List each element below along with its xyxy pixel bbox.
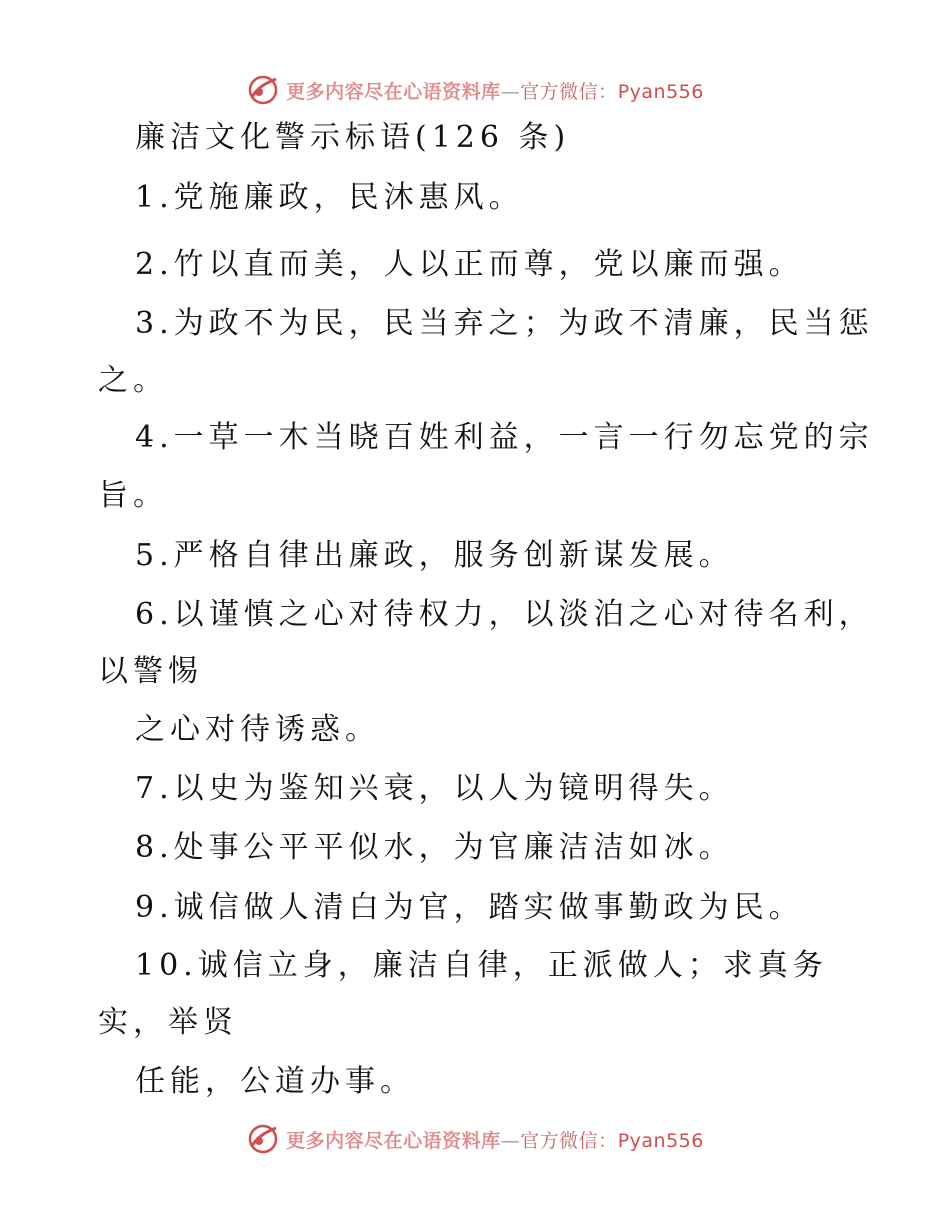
watermark-main: 更多内容尽在心语资料库	[286, 1129, 501, 1152]
watermark-wechat-label: 官方微信：	[520, 80, 618, 103]
slogan-line: 8.处事公平平似水，为官廉洁洁如冰。	[135, 830, 734, 865]
slogan-line: 4.一草一木当晓百姓利益，一言一行勿忘党的宗	[135, 420, 874, 455]
slogan-line: 2.竹以直而美，人以正而尊，党以廉而强。	[135, 247, 804, 282]
slogan-line: 1.党施廉政，民沐惠风。	[135, 180, 524, 215]
footer-watermark-banner	[0, 1119, 950, 1159]
slogan-line: 6.以谨慎之心对待权力，以淡泊之心对待名利，	[135, 597, 874, 632]
slogan-line: 7.以史为鉴知兴衰，以人为镜明得失。	[135, 771, 734, 806]
sheet-logo-icon	[246, 73, 280, 107]
watermark-separator: —	[500, 1129, 521, 1152]
slogan-line: 3.为政不为民，民当弃之；为政不清廉，民当惩	[135, 306, 874, 341]
document-title: 廉洁文化警示标语(126 条)	[135, 120, 571, 155]
slogan-line: 以警惕	[98, 654, 203, 689]
slogan-line: 旨。	[98, 478, 168, 513]
watermark-separator: —	[500, 80, 521, 103]
slogan-line: 9.诚信做人清白为官，踏实做事勤政为民。	[135, 890, 804, 925]
watermark-text	[286, 77, 704, 104]
watermark-wechat-id: Pyan556	[617, 80, 704, 103]
watermark-text	[286, 1126, 704, 1153]
slogan-line: 实，举贤	[98, 1005, 238, 1040]
slogan-line: 5.严格自律出廉政，服务创新谋发展。	[135, 538, 734, 573]
watermark-wechat-id: Pyan556	[617, 1129, 704, 1152]
slogan-line: 之。	[98, 363, 168, 398]
slogan-line: 任能，公道办事。	[135, 1064, 415, 1099]
header-watermark-banner	[0, 70, 950, 110]
slogan-line: 之心对待诱惑。	[135, 712, 380, 747]
sheet-logo-icon	[246, 1122, 280, 1156]
watermark-wechat-label: 官方微信：	[520, 1129, 618, 1152]
slogan-line: 10.诚信立身，廉洁自律，正派做人；求真务	[135, 948, 828, 983]
watermark-main: 更多内容尽在心语资料库	[286, 80, 501, 103]
